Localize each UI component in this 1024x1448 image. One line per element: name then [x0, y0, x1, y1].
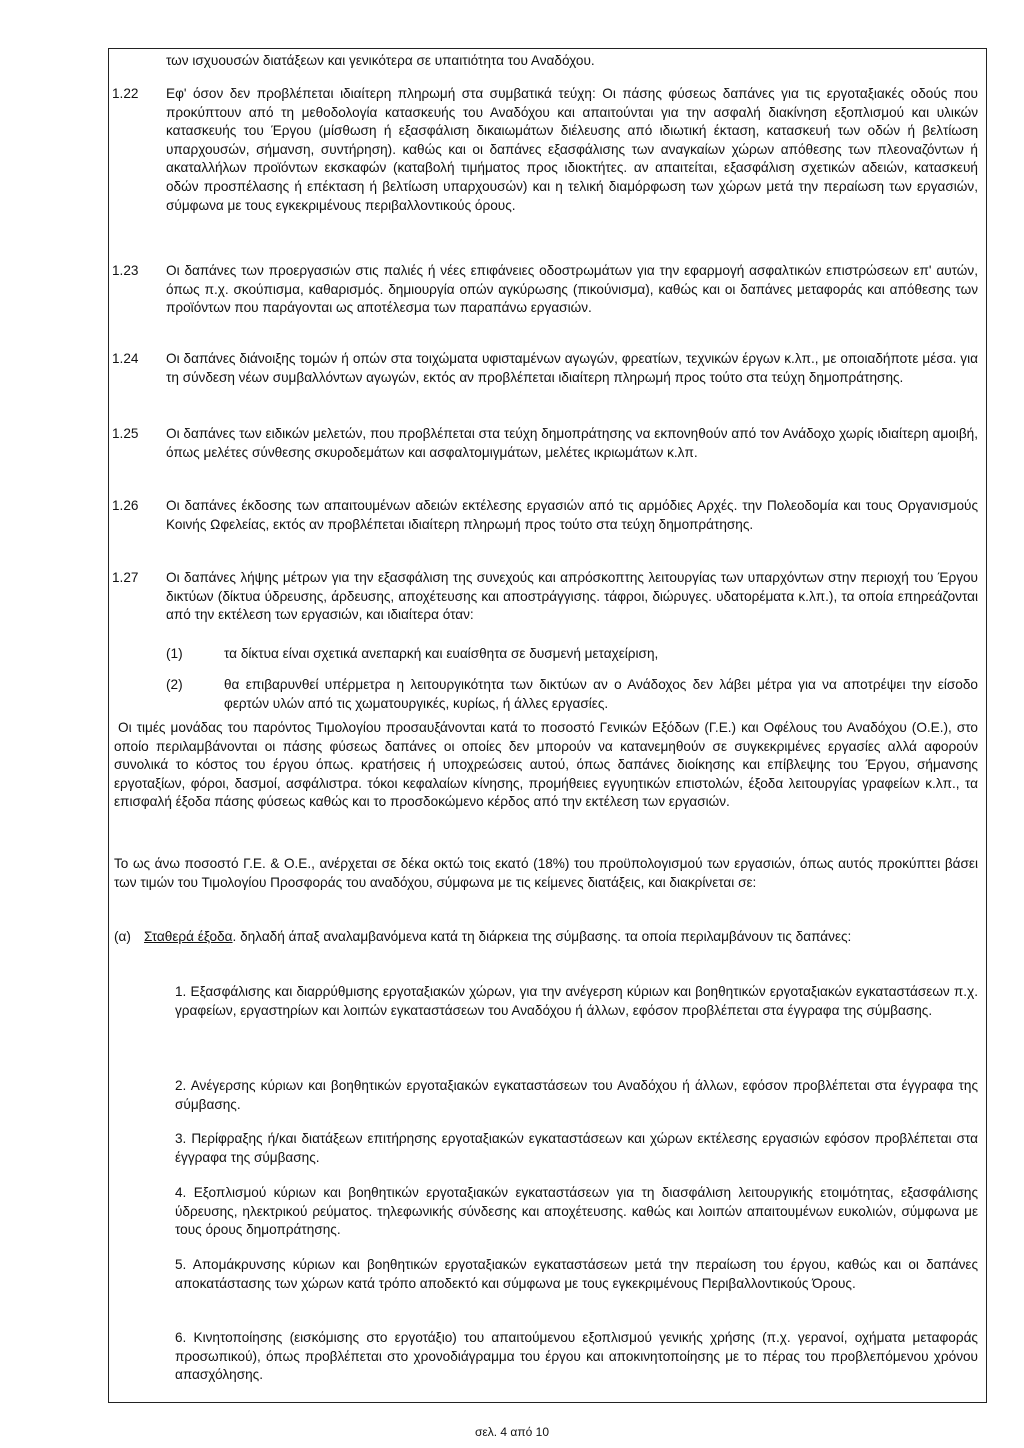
expense-item-1: [175, 983, 978, 1020]
fixed-description: . δηλαδή άπαξ αναλαμβανόμενα κατά τη διάρκεια της σύμβασης. τα οποία περιλαμβάνουν τις δαπάνες:: [232, 929, 852, 944]
clause-1-25: [112, 425, 978, 462]
expense-item-4: [175, 1184, 978, 1240]
clause-text: Οι δαπάνες των ειδικών μελετών, που προβλέπεται στα τεύχη δημοπράτησης να εκπονηθούν από τον Ανάδοχο χωρίς ιδιαίτερη αμοιβή, όπως μελέτες σύνθεσης σκυροδεμάτων και ασφαλτομιγμάτων, μελέτες ικριωμάτων κ.λπ.: [166, 426, 978, 460]
sub-item-label: (1): [166, 646, 183, 661]
clause-1-26: [112, 497, 978, 534]
clause-number: 1.27: [112, 570, 139, 585]
sub-item-label: (2): [166, 677, 183, 692]
fixed-expenses-heading: [114, 928, 978, 947]
expense-item-5: [175, 1256, 978, 1293]
clause-text: Οι δαπάνες των προεργασιών στις παλιές ή νέες επιφάνειες οδοστρωμάτων για την εφαρμογή ασφαλτικών επιστρώσεων επ' αυτών, όπως π.χ. σκούπισμα, καθαρισμός. δημιουργία οπών αγκύρωσης (πικούνισμα), καθώς και οι δαπάνες μεταφοράς και απόθεσης των προϊόντων που παράγονται ως αποτέλεσμα των παραπάνω εργασιών.: [166, 263, 978, 316]
expense-item-3: [175, 1130, 978, 1167]
clause-number: 1.23: [112, 263, 139, 278]
list-item: 3. Περίφραξης ή/και διατάξεων επιτήρησης εργοταξιακών εγκαταστάσεων και χώρων εκτέλεσης εργασιών εφόσον προβλέπεται στα έγγραφα της σύμβασης.: [175, 1131, 978, 1165]
intro-line: [166, 52, 976, 71]
fixed-title: Σταθερά έξοδα: [144, 929, 233, 944]
paragraph-percent: [114, 855, 978, 892]
paragraph-prices: [114, 719, 978, 812]
clause-number: 1.24: [112, 351, 139, 366]
clause-1-23: [112, 262, 978, 318]
list-item: 5. Απομάκρυνσης κύριων και βοηθητικών εργοταξιακών εγκαταστάσεων μετά την περαίωση του έργου, καθώς και οι δαπάνες αποκατάστασης των χώρων κατά τρόπο αποδεκτό και σύμφωνα με τους εγκεκριμένους Περιβαλλοντικούς Όρους.: [175, 1257, 978, 1291]
list-item: 2. Ανέγερσης κύριων και βοηθητικών εργοταξιακών εγκαταστάσεων του Αναδόχου ή άλλων, εφόσον προβλέπεται στα έγγραφα της σύμβασης.: [175, 1078, 978, 1112]
clause-number: 1.26: [112, 498, 139, 513]
clause-text: Οι δαπάνες έκδοσης των απαιτουμένων αδειών εκτέλεσης εργασιών από τις αρμόδιες Αρχές. την Πολεοδομία και τους Οργανισμούς Κοινής Ωφελείας, εκτός αν προβλέπεται ιδιαίτερη πληρωμή προς τούτο στα τεύχη δημοπράτησης.: [166, 498, 978, 532]
sub-item-1: [166, 645, 978, 664]
expense-item-2: [175, 1077, 978, 1114]
page-footer: σελ. 4 από 10: [474, 1425, 549, 1439]
clause-1-24: [112, 350, 978, 387]
clause-text: Εφ' όσον δεν προβλέπεται ιδιαίτερη πληρωμή στα συμβατικά τεύχη: Οι πάσης φύσεως δαπάνες για τις εργοταξιακές οδούς που προκύπτουν από τη μεθοδολογία κατασκευής του Αναδόχου και απαιτούνται για την ασφαλή διακίνηση εξοπλισμού και υλικών κατασκευής του Έργου (μίσθωση ή εξασφάλιση δικαιωμάτων διέλευσης από ιδιωτική έκταση, κατασκευή των οδών ή βελτίωση υπαρχουσών, σήμανση, συντήρηση). καθώς και οι δαπάνες εξασφάλισης των αναγκαίων χώρων απόθεσης των πλεοναζόντων ή ακαταλλήλων προϊόντων εκσκαφών (καταβολή τιμήματος προς ιδιοκτήτες. αν απαιτείται, εξασφάλιση σχετικών αδειών, κατασκευή οδών προσπέλασης ή επέκταση ή βελτίωση υπαρχουσών) και η τελική διαμόρφωση των χώρων μετά την περαίωση των εργασιών, σύμφωνα με τους εγκεκριμένους περιβαλλοντικούς όρους.: [166, 86, 978, 213]
clause-number: 1.25: [112, 426, 139, 441]
sub-item-text: τα δίκτυα είναι σχετικά ανεπαρκή και ευαίσθητα σε δυσμενή μεταχείριση,: [224, 646, 659, 661]
sub-item-text: θα επιβαρυνθεί υπέρμετρα η λειτουργικότητα των δικτύων αν ο Ανάδοχος δεν λάβει μέτρα για να αποτρέψει την είσοδο φερτών υλών από τις χωματουργικές, κυρίως, ή άλλες εργασίες.: [224, 677, 978, 711]
clause-1-22: [112, 85, 978, 215]
paragraph-text: Οι τιμές μονάδας του παρόντος Τιμολογίου προσαυξάνονται κατά το ποσοστό Γενικών Εξόδων (Γ.Ε.) και Οφέλους του Αναδόχου (Ο.Ε.), στο οποίο περιλαμβάνονται οι πάσης φύσεως δαπάνες οι οποίες δεν μπορούν να κατανεμηθούν σε συγκεκριμένες εργασίες αλλά αφορούν συνολικά το κόστος του έργου όπως. κρατήσεις ή υποχρεώσεις αυτού, όπως δαπάνες διοίκησης και επίβλεψης του Έργου, σήμανσης εργοταξίων, φόροι, δασμοί, ασφάλιστρα. τόκοι κεφαλαίων κίνησης, προμήθειες εγγυητικών επιστολών, έξοδα λειτουργίας γραφείων κ.λπ., τα επισφαλή έξοδα πάσης φύσεως καθώς και το προσδοκώμενο κέρδος από την εκτέλεση των εργασιών.: [114, 720, 978, 810]
intro-text: των ισχυουσών διατάξεων και γενικότερα σε υπαιτιότητα του Αναδόχου.: [166, 53, 595, 68]
list-item: 4. Εξοπλισμού κύριων και βοηθητικών εργοταξιακών εγκαταστάσεων για τη διασφάλιση λειτουργικής ετοιμότητας, εξασφάλισης ύδρευσης, ηλεκτρικού ρεύματος. τηλεφωνικής σύνδεσης και αποχέτευσης. καθώς και λοιπών απαιτουμένων ευκολιών, σύμφωνα με τους όρους δημοπράτησης.: [175, 1185, 978, 1238]
clause-1-27: [112, 569, 978, 625]
fixed-text: [144, 928, 978, 947]
list-item: 6. Κινητοποίησης (εισκόμισης στο εργοτάξιο) του απαιτούμενου εξοπλισμού γενικής χρήσης (π.χ. γερανοί, οχήματα μεταφοράς προσωπικού), όπως προβλέπεται στο χρονοδιάγραμμα του έργου και αποκινητοποίησης με το πέρας του προβλεπόμενου χρόνου απασχόλησης.: [175, 1330, 978, 1383]
clause-number: 1.22: [112, 86, 139, 101]
list-item: 1. Εξασφάλισης και διαρρύθμισης εργοταξιακών χώρων, για την ανέγερση κύριων και βοηθητικών εργοταξιακών εγκαταστάσεων π.χ. γραφείων, εργαστηρίων και λοιπών εγκαταστάσεων του Αναδόχου ή άλλων, εφόσον προβλέπεται στα έγγραφα της σύμβασης.: [175, 984, 978, 1018]
sub-item-2: [166, 676, 978, 713]
fixed-label: (α): [114, 929, 131, 944]
clause-text: Οι δαπάνες λήψης μέτρων για την εξασφάλιση της συνεχούς και απρόσκοπτης λειτουργίας των υπαρχόντων στην περιοχή του Έργου δικτύων (δίκτυα ύδρευσης, άρδευσης, αποχέτευσης και αποστράγγισης. τάφροι, διώρυγες. υδατορέματα κ.λπ.), τα οποία επηρεάζονται από την εκτέλεση των εργασιών, και ιδιαίτερα όταν:: [166, 570, 978, 623]
paragraph-text: Το ως άνω ποσοστό Γ.Ε. & Ο.Ε., ανέρχεται σε δέκα οκτώ τοις εκατό (18%) του προϋπολογισμού των εργασιών, όπως αυτός προκύπτει βάσει των τιμών του Τιμολογίου Προσφοράς του αναδόχου, σύμφωνα με τις κείμενες διατάξεις, και διακρίνεται σε:: [114, 856, 978, 890]
expense-item-6: [175, 1329, 978, 1385]
clause-text: Οι δαπάνες διάνοιξης τομών ή οπών στα τοιχώματα υφισταμένων αγωγών, φρεατίων, τεχνικών έργων κ.λπ., με οποιαδήποτε μέσα. για τη σύνδεση νέων συμβαλλόντων αγωγών, εκτός αν προβλέπεται ιδιαίτερη πληρωμή προς τούτο στα τεύχη δημοπράτησης.: [166, 351, 978, 385]
